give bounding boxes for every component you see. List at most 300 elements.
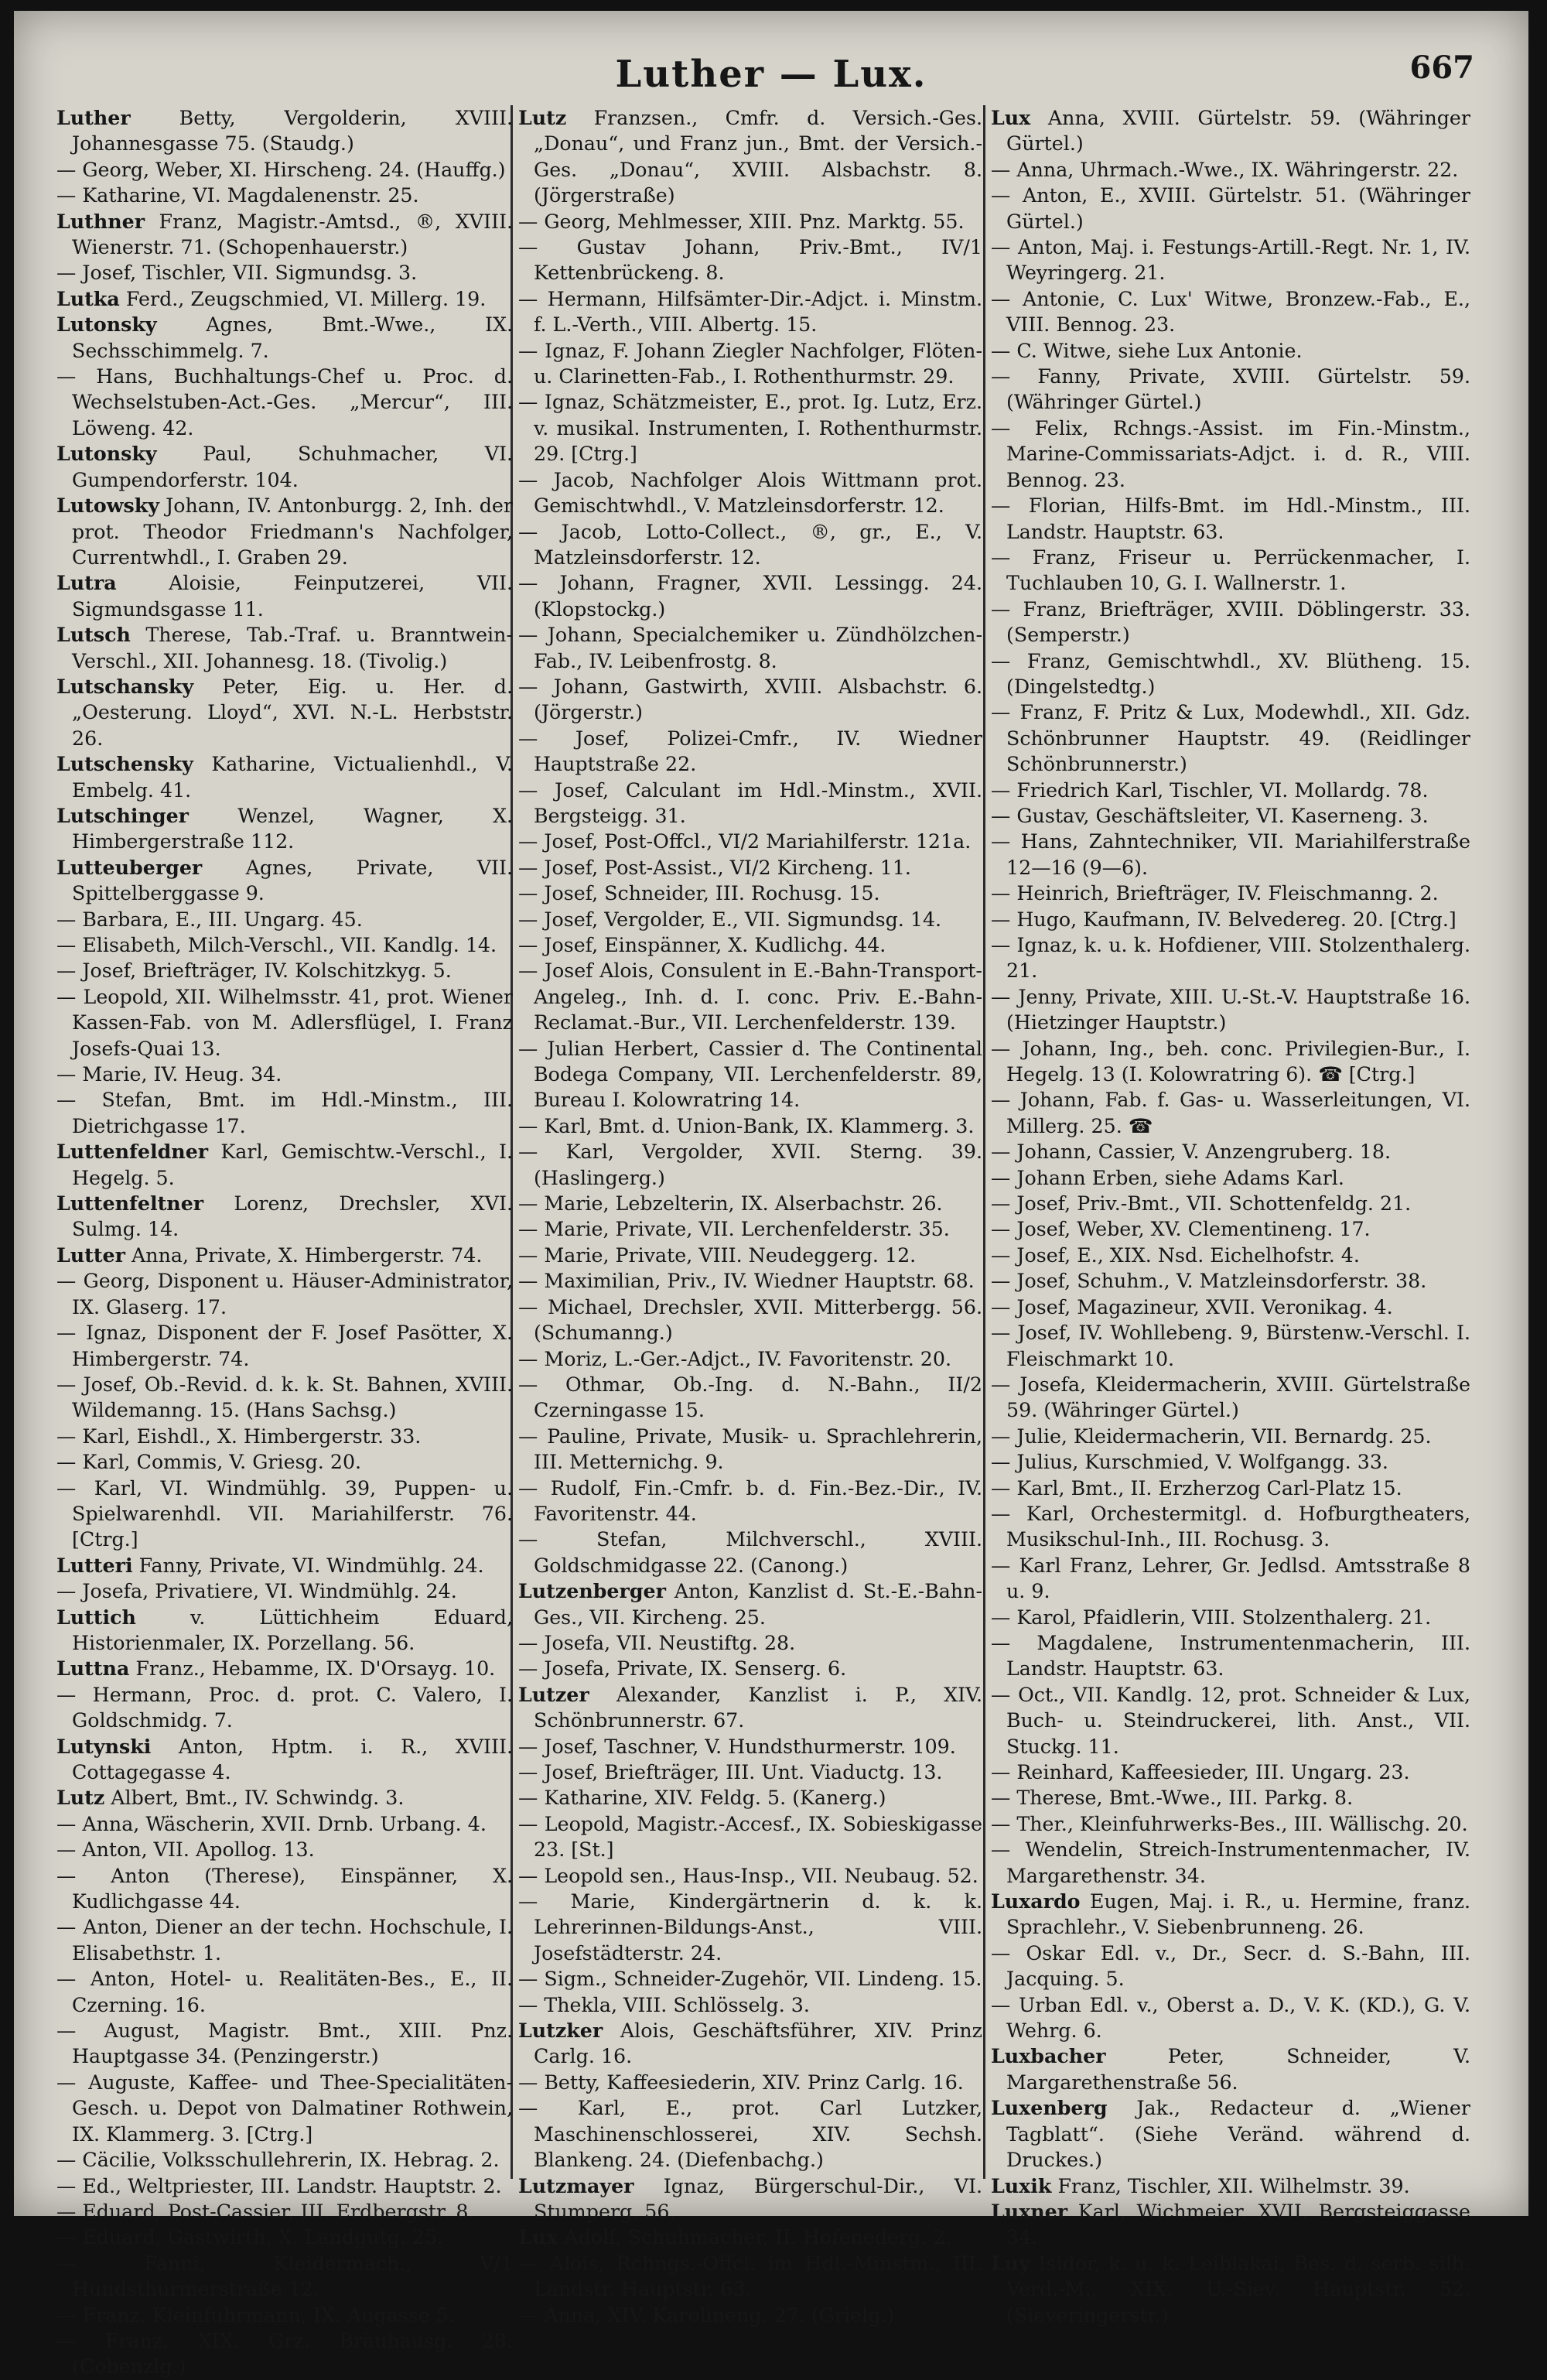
directory-column-2: [518, 105, 982, 2327]
directory-entry: [56, 1243, 513, 1268]
entry-text: — Karl, Orchestermitgl. d. Hofburgtheaters, Musikschul-Inh., III. Rochusg. 3.: [991, 1502, 1470, 1551]
entry-surname: Lutschinger: [56, 803, 190, 827]
directory-entry: [518, 1372, 982, 1424]
entry-text: — Marie, Private, VII. Lerchenfelderstr. 35.: [518, 1218, 950, 1241]
entry-surname: Lutsch: [56, 623, 131, 647]
directory-entry: [56, 1578, 513, 1604]
directory-entry: [991, 1087, 1470, 1139]
entry-text: — Hermann, Proc. d. prot. C. Valero, I. Goldschmidg. 7.: [56, 1683, 513, 1732]
directory-entry: [991, 1476, 1470, 1501]
entry-text: — Maximilian, Priv., IV. Wiedner Hauptstr. 68.: [518, 1270, 975, 1293]
directory-entry: [518, 1889, 982, 1966]
entry-text: — Josefa, Privatiere, VI. Windmühlg. 24.: [56, 1580, 457, 1603]
entry-surname: Lutonsky: [56, 442, 157, 466]
entry-text: Betty, Vergolderin, XVIII. Johannesgasse 75. (Staudg.): [72, 107, 513, 156]
entry-surname: Luttenfeldner: [56, 1140, 209, 1164]
entry-text: — Oct., VII. Kandlg. 12, prot. Schneider & Lux, Buch- u. Steindruckerei, lith. Anst., VII. Stuckg. 11.: [991, 1683, 1470, 1758]
entry-text: — Katharine, XIV. Feldg. 5. (Kanerg.): [518, 1787, 886, 1810]
directory-entry: [518, 1191, 982, 1216]
directory-entry: [518, 105, 982, 209]
entry-text: — Hans, Buchhaltungs-Chef u. Proc. d. Wechselstuben-Act.-Ges. „Mercur“, III. Löweng. 42.: [56, 365, 513, 439]
entry-text: Peter, Schneider, V. Margarethenstraße 56.: [1006, 2045, 1470, 2094]
directory-entry: [56, 1372, 513, 1424]
entry-text: Anna, XVIII. Gürtelstr. 59. (Währinger Gürtel.): [1006, 107, 1470, 156]
entry-text: — Anna, Wäscherin, XVII. Drnb. Urbang. 4.: [56, 1812, 487, 1835]
entry-text: — Marie, IV. Heug. 34.: [56, 1063, 282, 1086]
directory-entry: [991, 1837, 1470, 1889]
directory-entry: [991, 699, 1470, 777]
directory-entry: [991, 1243, 1470, 1268]
entry-text: — Julian Herbert, Cassier d. The Continental Bodega Company, VII. Lerchenfelderstr. 89, Bureau I. Kolowratring 14.: [518, 1037, 982, 1112]
directory-entry: [56, 1087, 513, 1139]
entry-text: Anna, Private, X. Himbergerstr. 74.: [125, 1243, 483, 1267]
entry-text: — Josef, Schneider, III. Rochusg. 15.: [518, 882, 880, 905]
entry-text: — Marie, Private, VIII. Neudeggerg. 12.: [518, 1243, 917, 1267]
entry-text: — Anton, VII. Apollog. 13.: [56, 1838, 315, 1862]
entry-surname: Luxardo: [991, 1889, 1081, 1913]
directory-entry: [518, 1656, 982, 1681]
directory-entry: [518, 1734, 982, 1759]
entry-text: — Karl, Vergolder, XVII. Sterng. 39. (Haslingerg.): [518, 1140, 982, 1189]
directory-entry: [56, 2328, 513, 2380]
entry-text: — Georg, Disponent u. Häuser-Administrator, IX. Glaserg. 17.: [56, 1270, 513, 1318]
page-number: 667: [1409, 50, 1474, 86]
directory-entry: [518, 2070, 982, 2095]
entry-text: — Hugo, Kaufmann, IV. Belvedereg. 20. [Ctrg.]: [991, 908, 1457, 931]
directory-entry: [991, 1811, 1470, 1837]
directory-entry: [518, 778, 982, 829]
entry-text: — Michael, Drechsler, XVII. Mitterbergg. 56. (Schumanng.): [518, 1295, 982, 1345]
entry-surname: Lutschensky: [56, 752, 193, 776]
directory-entry: [56, 622, 513, 674]
directory-entry: [56, 1811, 513, 1837]
directory-entry: [56, 157, 513, 183]
entry-text: — Hans, Zahntechniker, VII. Mariahilferstraße 12—16 (9—6).: [991, 830, 1470, 879]
directory-entry: [56, 2251, 513, 2303]
entry-text: — Johann, Cassier, V. Anzengruberg. 18.: [991, 1140, 1392, 1164]
directory-entry: [518, 958, 982, 1035]
directory-entry: [56, 674, 513, 751]
entry-text: — Leopold sen., Haus-Insp., VII. Neubaug. 52.: [518, 1864, 978, 1887]
entry-surname: Lutteuberger: [56, 855, 203, 879]
entry-text: — Gustav Johann, Priv.-Bmt., IV/1 Kettenbrückeng. 8.: [518, 236, 982, 285]
entry-text: — Elisabeth, Milch-Verschl., VII. Kandlg. 14.: [56, 934, 497, 956]
directory-entry: [56, 209, 513, 261]
directory-entry: [56, 1785, 513, 1811]
entry-text: — Karl, Eishdl., X. Himbergerstr. 33.: [56, 1424, 422, 1448]
entry-text: — Ignaz, F. Johann Ziegler Nachfolger, Flöten- u. Clarinetten-Fab., I. Rothenthurmstr. 29.: [518, 339, 982, 388]
directory-entry: [991, 1165, 1470, 1191]
entry-text: Katharine, Victualienhdl., V. Embelg. 41.: [72, 753, 513, 802]
directory-entry: [518, 1759, 982, 1785]
directory-entry: [518, 1424, 982, 1476]
entry-text: — Josef, Post-Assist., VI/2 Kircheng. 11.: [518, 856, 911, 879]
entry-text: — Heinrich, Briefträger, IV. Fleischmanng. 2.: [991, 882, 1439, 905]
entry-text: — Karl, Bmt., II. Erzherzog Carl-Platz 15.: [991, 1476, 1402, 1499]
directory-entry: [991, 1320, 1470, 1372]
directory-entry: [991, 2251, 1470, 2328]
entry-text: — C. Witwe, siehe Lux Antonie.: [991, 339, 1303, 362]
directory-entry: [56, 1863, 513, 1915]
entry-surname: Lutynski: [56, 1734, 152, 1758]
entry-text: — Josef, IV. Wohllebeng. 9, Bürstenw.-Verschl. I. Fleischmarkt 10.: [991, 1322, 1470, 1370]
directory-entry: [518, 519, 982, 571]
entry-text: — Karl, Commis, V. Griesg. 20.: [56, 1451, 362, 1474]
directory-entry: [518, 209, 982, 234]
directory-entry: [56, 2303, 513, 2328]
directory-entry: [991, 1501, 1470, 1553]
entry-text: Anton, Kanzlist d. St.-E.-Bahn-Ges., VII. Kircheng. 25.: [534, 1580, 982, 1629]
directory-entry: [991, 364, 1470, 415]
directory-entry: [518, 622, 982, 674]
directory-entry: [56, 803, 513, 855]
directory-entry: [991, 1372, 1470, 1424]
entry-text: Therese, Tab.-Traf. u. Branntwein-Verschl., XII. Johannesg. 18. (Tivolig.): [72, 624, 513, 672]
entry-text: Isidor, k. u. k. Leiblakai, Bes. d. serb. silb. Verd.-M., XIX. U.-Siev. Hauptstr. 52. (Sieveringerstr.): [1006, 2252, 1470, 2327]
entry-text: — Karl, Bmt. d. Union-Bank, IX. Klammerg. 3.: [518, 1114, 975, 1137]
entry-text: — Anton, Maj. i. Festungs-Artill.-Regt. Nr. 1, IV. Weyringerg. 21.: [991, 236, 1470, 285]
entry-text: — Florian, Hilfs-Bmt. im Hdl.-Minstm., III. Landstr. Hauptstr. 63.: [991, 494, 1470, 543]
entry-surname: Lutra: [56, 571, 117, 595]
entry-text: — Josef, Magazineur, XVII. Veronikag. 4.: [991, 1295, 1393, 1318]
directory-entry: [991, 183, 1470, 234]
entry-text: — Leopold, Magistr.-Accesf., IX. Sobieskigasse 23. [St.]: [518, 1812, 982, 1862]
entry-text: — Josef, Priv.-Bmt., VII. Schottenfeldg. 21.: [991, 1192, 1412, 1216]
entry-text: — Josef, Tischler, VII. Sigmundsg. 3.: [56, 262, 418, 285]
directory-entry: [991, 1941, 1470, 1992]
entry-text: — August, Magistr. Bmt., XIII. Pnz. Hauptgasse 34. (Penzingerstr.): [56, 2019, 513, 2068]
directory-entry: [991, 545, 1470, 597]
entry-text: — Josef, Post-Offcl., VI/2 Mariahilferstr. 121a.: [518, 830, 972, 853]
entry-text: — Jacob, Nachfolger Alois Wittmann prot. Gemischtwhdl., V. Matzleinsdorferstr. 12.: [518, 468, 982, 518]
directory-entry: [518, 855, 982, 881]
entry-text: Franz, Tischler, XII. Wilhelmstr. 39.: [1051, 2174, 1410, 2197]
directory-entry: [518, 1863, 982, 1889]
directory-entry: [56, 1837, 513, 1862]
directory-entry: [991, 1036, 1470, 1088]
directory-entry: [518, 1216, 982, 1242]
entry-text: — Karl Franz, Lehrer, Gr. Jedlsd. Amtsstraße 8 u. 9.: [991, 1554, 1470, 1603]
entry-text: — Stefan, Bmt. im Hdl.-Minstm., III. Dietrichgasse 17.: [56, 1089, 513, 1137]
entry-surname: Lutzenberger: [518, 1579, 666, 1603]
entry-text: — Sigm., Schneider-Zugehör, VII. Lindeng. 15.: [518, 1968, 982, 1991]
directory-entry: [56, 932, 513, 958]
directory-entry: [991, 1630, 1470, 1682]
directory-entry: [518, 829, 982, 854]
directory-entry: [56, 286, 513, 312]
entry-text: — Anna, XIV. Karolineng. 27. (Grielg.): [518, 2303, 895, 2327]
entry-text: Paul, Schuhmacher, VI. Gumpendorferstr. 104.: [72, 443, 513, 491]
entry-text: — Thekla, VIII. Schlösselg. 3.: [518, 1993, 810, 2016]
entry-surname: Lutz: [56, 1786, 105, 1810]
entry-text: Alois, Geschäftsführer, XIV. Prinz Carlg. 16.: [534, 2019, 982, 2068]
entry-text: Fanny, Private, VI. Windmühlg. 24.: [132, 1554, 484, 1577]
entry-text: — Franz, Briefträger, XVIII. Döblingerstr. 33. (Semperstr.): [991, 597, 1470, 647]
entry-text: — Auguste, Kaffee- und Thee-Specialitäten-Gesch. u. Depot von Dalmatiner Rothwein, IX. Klammerg. 3. [Ctrg.]: [56, 2071, 513, 2146]
directory-entry: [56, 183, 513, 208]
directory-entry: [56, 855, 513, 907]
entry-text: — Fanny, Private, XVIII. Gürtelstr. 59. (Währinger Gürtel.): [991, 365, 1470, 414]
directory-entry: [991, 415, 1470, 493]
directory-entry: [991, 803, 1470, 829]
directory-entry: [991, 1424, 1470, 1449]
entry-text: — Ignaz, Disponent der F. Josef Pasötter, X. Himbergerstr. 74.: [56, 1322, 513, 1370]
directory-entry: [991, 1553, 1470, 1605]
entry-text: — Josef Alois, Consulent in E.-Bahn-Transport-Angeleg., Inh. d. I. conc. Priv. E.-Bahn-Reclamat.-Bur., VII. Lerchenfelderstr. 139.: [518, 959, 982, 1034]
entry-text: — Felix, Rchngs.-Assist. im Fin.-Minstm., Marine-Commissariats-Adjct. i. d. R., VIII. Bennog. 23.: [991, 416, 1470, 491]
directory-entry: [56, 1605, 513, 1657]
running-head: Luther — Lux.: [615, 53, 927, 96]
directory-entry: [991, 1992, 1470, 2044]
entry-text: — Johann, Specialchemiker u. Zündhölzchen-Fab., IV. Leibenfrostg. 8.: [518, 624, 982, 672]
entry-text: — Stefan, Milchverschl., XVIII. Goldschmidgasse 22. (Canong.): [518, 1528, 982, 1577]
directory-entry: [991, 157, 1470, 183]
entry-text: — Oskar Edl. v., Dr., Secr. d. S.-Bahn, III. Jacquing. 5.: [991, 1941, 1470, 1991]
entry-text: — Josef, Weber, XV. Clementineng. 17.: [991, 1218, 1371, 1241]
entry-surname: Lutka: [56, 286, 120, 310]
entry-surname: Lutowsky: [56, 494, 159, 518]
directory-entry: [56, 1734, 513, 1786]
directory-entry: [518, 1527, 982, 1578]
entry-text: — Rudolf, Fin.-Cmfr. b. d. Fin.-Bez.-Dir., IV. Favoritenstr. 44.: [518, 1476, 982, 1525]
directory-entry: [518, 2224, 982, 2250]
directory-entry: [991, 829, 1470, 881]
directory-entry: [991, 338, 1470, 364]
entry-text: — Betty, Kaffeesiederin, XIV. Prinz Carlg. 16.: [518, 2071, 964, 2094]
entry-text: — Fanni, Kleidermach., V/1 Hundsthurmerstraße 12.: [56, 2252, 513, 2301]
directory-entry: [518, 1682, 982, 1734]
directory-entry: [991, 1216, 1470, 1242]
entry-text: Ferd., Zeugschmied, VI. Millerg. 19.: [119, 287, 487, 310]
entry-text: Franz., Hebamme, IX. D'Orsayg. 10.: [129, 1657, 496, 1681]
entry-text: — Josef, Briefträger, III. Unt. Viaductg. 13.: [518, 1761, 943, 1783]
entry-text: — Franz, F. Pritz & Lux, Modewhdl., XII. Gdz. Schönbrunner Hauptstr. 49. (Reidlinger Schönbrunnerstr.): [991, 701, 1470, 776]
directory-entry: [56, 984, 513, 1062]
directory-entry: [518, 1139, 982, 1191]
directory-entry: [518, 1630, 982, 1656]
directory-entry: [56, 2199, 513, 2224]
directory-entry: [518, 2251, 982, 2303]
directory-entry: [56, 105, 513, 157]
entry-text: — Magdalene, Instrumentenmacherin, III. Landstr. Hauptstr. 63.: [991, 1631, 1470, 1681]
entry-text: — Wendelin, Streich-Instrumentenmacher, IV. Margarethenstr. 34.: [991, 1838, 1470, 1887]
entry-surname: Lux: [518, 2225, 558, 2249]
entry-text: — Therese, Bmt.-Wwe., III. Parkg. 8.: [991, 1787, 1354, 1810]
directory-entry: [518, 726, 982, 778]
directory-entry: [518, 1113, 982, 1139]
column-divider: [983, 105, 985, 2179]
entry-text: — Josefa, Kleidermacherin, XVIII. Gürtelstraße 59. (Währinger Gürtel.): [991, 1373, 1470, 1422]
directory-entry: [518, 674, 982, 726]
entry-text: — Josefa, Private, IX. Senserg. 6.: [518, 1657, 847, 1681]
directory-entry: [991, 2043, 1470, 2095]
directory-entry: [56, 312, 513, 364]
directory-entry: [56, 2173, 513, 2199]
directory-entry: [56, 1966, 513, 2018]
entry-text: — Marie, Lebzelterin, IX. Alserbachstr. 26.: [518, 1192, 943, 1216]
directory-entry: [991, 1294, 1470, 1320]
entry-surname: Luttich: [56, 1605, 136, 1629]
page-header: [14, 46, 1528, 101]
entry-text: Agnes, Private, VII. Spittelberggasse 9.: [72, 856, 513, 905]
entry-text: — Josefa, VII. Neustiftg. 28.: [518, 1631, 796, 1654]
entry-text: — Jacob, Lotto-Collect., ®, gr., E., V. Matzleinsdorferstr. 12.: [518, 520, 982, 569]
entry-text: — Franz, XIX. Grz. Bräuhausg. 28. (Cobenzlg.): [56, 2329, 513, 2378]
directory-entry: [991, 984, 1470, 1036]
directory-page: [14, 11, 1528, 2378]
directory-entry: [991, 1449, 1470, 1475]
entry-text: Franzsen., Cmfr. d. Versich.-Ges. „Donau“, und Franz jun., Bmt. der Versich.-Ges. „Donau“, XVIII. Alsbachstr. 8. (Jörgerstraße): [534, 107, 982, 207]
entry-text: — Barbara, E., III. Ungarg. 45.: [56, 908, 363, 931]
entry-text: Franz, Magistr.-Amtsd., ®, XVIII. Wienerstr. 71. (Schopenhauerstr.): [72, 210, 513, 259]
entry-text: Ignaz, Bürgerschul-Dir., VI. Stumperg. 56.: [534, 2174, 982, 2223]
entry-surname: Luxner: [991, 2199, 1068, 2223]
entry-text: — Karl, VI. Windmühlg. 39, Puppen- u. Spielwarenhdl. VII. Mariahilferstr. 76. [Ctrg.]: [56, 1476, 513, 1551]
directory-entry: [56, 441, 513, 493]
directory-entry: [518, 286, 982, 338]
entry-text: Jak., Redacteur d. „Wiener Tagblatt“. (Siehe Veränd. während d. Druckes.): [1006, 2097, 1470, 2172]
directory-entry: [518, 1992, 982, 2018]
entry-text: Lorenz, Drechsler, XVI. Sulmg. 14.: [72, 1192, 513, 1241]
entry-surname: Lutter: [56, 1243, 125, 1267]
entry-text: Alexander, Kanzlist i. P., XIV. Schönbrunnerstr. 67.: [534, 1683, 982, 1732]
directory-entry: [56, 570, 513, 622]
entry-text: — Ignaz, k. u. k. Hofdiener, VIII. Stolzenthalerg. 21.: [991, 934, 1470, 983]
entry-text: — Alois, Rchngs.-Offcl. im Hdl.-Minstm., III. Landstr. Hauptstr. 63.: [518, 2252, 982, 2301]
entry-text: Aloisie, Feinputzerei, VII. Sigmundsgasse 11.: [72, 572, 513, 621]
entry-text: — Johann, Fab. f. Gas- u. Wasserleitungen, VI. Millerg. 25. ☎: [991, 1089, 1470, 1137]
entry-text: Adolf, Schuhmacher, II. Hofenederg. 2.: [558, 2226, 952, 2249]
entry-text: — Anton (Therese), Einspänner, X. Kudlichgasse 44.: [56, 1864, 513, 1913]
directory-entry: [518, 1346, 982, 1372]
entry-text: — Anna, Uhrmach.-Wwe., IX. Währingerstr. 22.: [991, 158, 1459, 181]
entry-text: — Karol, Pfaidlerin, VIII. Stolzenthalerg. 21.: [991, 1605, 1432, 1629]
entry-text: Johann, IV. Antonburgg. 2, Inh. der prot. Theodor Friedmann's Nachfolger, Currentwhdl., I. Graben 29.: [72, 494, 513, 569]
entry-text: Wenzel, Wagner, X. Himbergerstraße 112.: [72, 804, 513, 853]
entry-surname: Lutonsky: [56, 313, 157, 337]
directory-column-3: [991, 105, 1470, 2327]
entry-surname: Lutzer: [518, 1682, 589, 1706]
directory-entry: [991, 1139, 1470, 1164]
directory-entry: [518, 1578, 982, 1630]
directory-entry: [518, 338, 982, 390]
directory-entry: [518, 234, 982, 286]
directory-entry: [518, 1294, 982, 1346]
directory-entry: [56, 1682, 513, 1734]
directory-entry: [991, 1268, 1470, 1294]
directory-entry: [518, 2095, 982, 2173]
directory-entry: [56, 958, 513, 983]
entry-text: — Josef, Einspänner, X. Kudlichg. 44.: [518, 934, 886, 956]
directory-entry: [56, 1553, 513, 1578]
entry-text: — Georg, Mehlmesser, XIII. Pnz. Marktg. 55.: [518, 210, 965, 233]
entry-text: — Ther., Kleinfuhrwerks-Bes., III. Wällischg. 20.: [991, 1812, 1468, 1835]
directory-entry: [56, 493, 513, 570]
entry-text: — Anton, Hotel- u. Realitäten-Bes., E., II. Czerning. 16.: [56, 1968, 513, 2016]
directory-entry: [56, 907, 513, 932]
directory-entry: [518, 2018, 982, 2070]
directory-entry: [991, 105, 1470, 157]
entry-surname: Lutz: [518, 106, 567, 129]
directory-entry: [56, 1062, 513, 1087]
entry-surname: Luy: [991, 2251, 1030, 2275]
directory-entry: [991, 1889, 1470, 1941]
entry-text: Anton, Hptm. i. R., XVIII. Cottagegasse 4.: [72, 1735, 513, 1783]
directory-entry: [991, 2199, 1470, 2251]
directory-entry: [991, 234, 1470, 286]
entry-text: — Julie, Kleidermacherin, VII. Bernardg. 25.: [991, 1424, 1432, 1448]
directory-entry: [56, 751, 513, 803]
entry-text: — Johann, Fragner, XVII. Lessingg. 24. (Klopstockg.): [518, 572, 982, 621]
entry-surname: Lux: [991, 106, 1031, 129]
entry-text: Agnes, Bmt.-Wwe., IX. Sechsschimmelg. 7.: [72, 313, 513, 362]
directory-entry: [56, 1191, 513, 1243]
directory-entry: [518, 1966, 982, 1992]
directory-entry: [518, 2173, 982, 2225]
entry-text: — Marie, Kindergärtnerin d. k. k. Lehrerinnen-Bildungs-Anst., VIII. Josefstädterstr. 24.: [518, 1890, 982, 1965]
entry-text: — Karl, E., prot. Carl Lutzker, Maschinenschlosserei, XIV. Sechsh. Blankeng. 24. (Diefenbachg.): [518, 2097, 982, 2172]
entry-text: — Antonie, C. Lux' Witwe, Bronzew.-Fab., E., VIII. Bennog. 23.: [991, 287, 1470, 337]
directory-entry: [991, 1759, 1470, 1785]
entry-text: — Ignaz, Schätzmeister, E., prot. Ig. Lutz, Erz. v. musikal. Instrumenten, I. Rothenthurmstr. 29. [Ctrg.]: [518, 391, 982, 466]
directory-entry: [991, 932, 1470, 984]
directory-entry: [56, 2147, 513, 2173]
entry-surname: Luttenfeltner: [56, 1192, 204, 1216]
entry-text: v. Lüttichheim Eduard, Historienmaler, IX. Porzellang. 56.: [72, 1605, 513, 1654]
directory-entry: [991, 2095, 1470, 2173]
directory-entry: [56, 1656, 513, 1681]
directory-entry: [518, 1476, 982, 1527]
entry-text: — Johann, Ing., beh. conc. Privilegien-Bur., I. Hegelg. 13 (I. Kolowratring 6). ☎ [Ctrg.]: [991, 1037, 1470, 1086]
directory-entry: [518, 932, 982, 958]
entry-text: — Pauline, Private, Musik- u. Sprachlehrerin, III. Metternichg. 9.: [518, 1424, 982, 1474]
directory-entry: [56, 1424, 513, 1449]
directory-entry: [518, 467, 982, 519]
directory-entry: [56, 1476, 513, 1553]
entry-text: — Franz, Kleinfuhrmann, IX. Augasse 5.: [56, 2303, 455, 2327]
entry-text: — Josef, Vergolder, E., VII. Sigmundsg. 14.: [518, 908, 942, 931]
directory-entry: [991, 907, 1470, 932]
directory-entry: [56, 2070, 513, 2147]
entry-text: — Urban Edl. v., Oberst a. D., V. K. (KD.), G. V. Wehrg. 6.: [991, 1993, 1470, 2043]
entry-surname: Luxbacher: [991, 2044, 1106, 2068]
directory-entry: [518, 1811, 982, 1863]
entry-text: — Reinhard, Kaffeesieder, III. Ungarg. 23.: [991, 1761, 1410, 1783]
directory-entry: [991, 493, 1470, 545]
entry-text: Karl, Gemischtw.-Verschl., I. Hegelg. 5.: [72, 1140, 513, 1189]
directory-entry: [991, 1682, 1470, 1759]
directory-entry: [518, 1036, 982, 1113]
directory-entry: [518, 907, 982, 932]
directory-entry: [518, 2303, 982, 2328]
directory-entry: [518, 570, 982, 622]
entry-text: — Anton, Diener an der techn. Hochschule, I. Elisabethstr. 1.: [56, 1916, 513, 1965]
directory-entry: [991, 1605, 1470, 1630]
entry-surname: Luxik: [991, 2173, 1052, 2197]
directory-entry: [56, 260, 513, 286]
directory-entry: [56, 1268, 513, 1320]
entry-text: — Eduard, Gastwirth, X. Landgutg. 25.: [56, 2226, 444, 2249]
directory-entry: [56, 1914, 513, 1966]
entry-surname: Lutteri: [56, 1553, 133, 1577]
directory-column-1: [56, 105, 513, 2378]
entry-text: Peter, Eig. u. Her. d. „Oesterung. Lloyd“, XVI. N.-L. Herbststr. 26.: [72, 675, 513, 750]
entry-text: — Moriz, L.-Ger.-Adjct., IV. Favoritenstr. 20.: [518, 1347, 952, 1370]
entry-surname: Luttna: [56, 1657, 130, 1681]
directory-entry: [991, 1785, 1470, 1811]
entry-text: Karl, Wichmeier, XVII. Bergsteiggasse 34.: [1006, 2200, 1470, 2249]
entry-text: — Franz, Gemischtwhdl., XV. Blütheng. 15. (Dingelstedtg.): [991, 649, 1470, 698]
